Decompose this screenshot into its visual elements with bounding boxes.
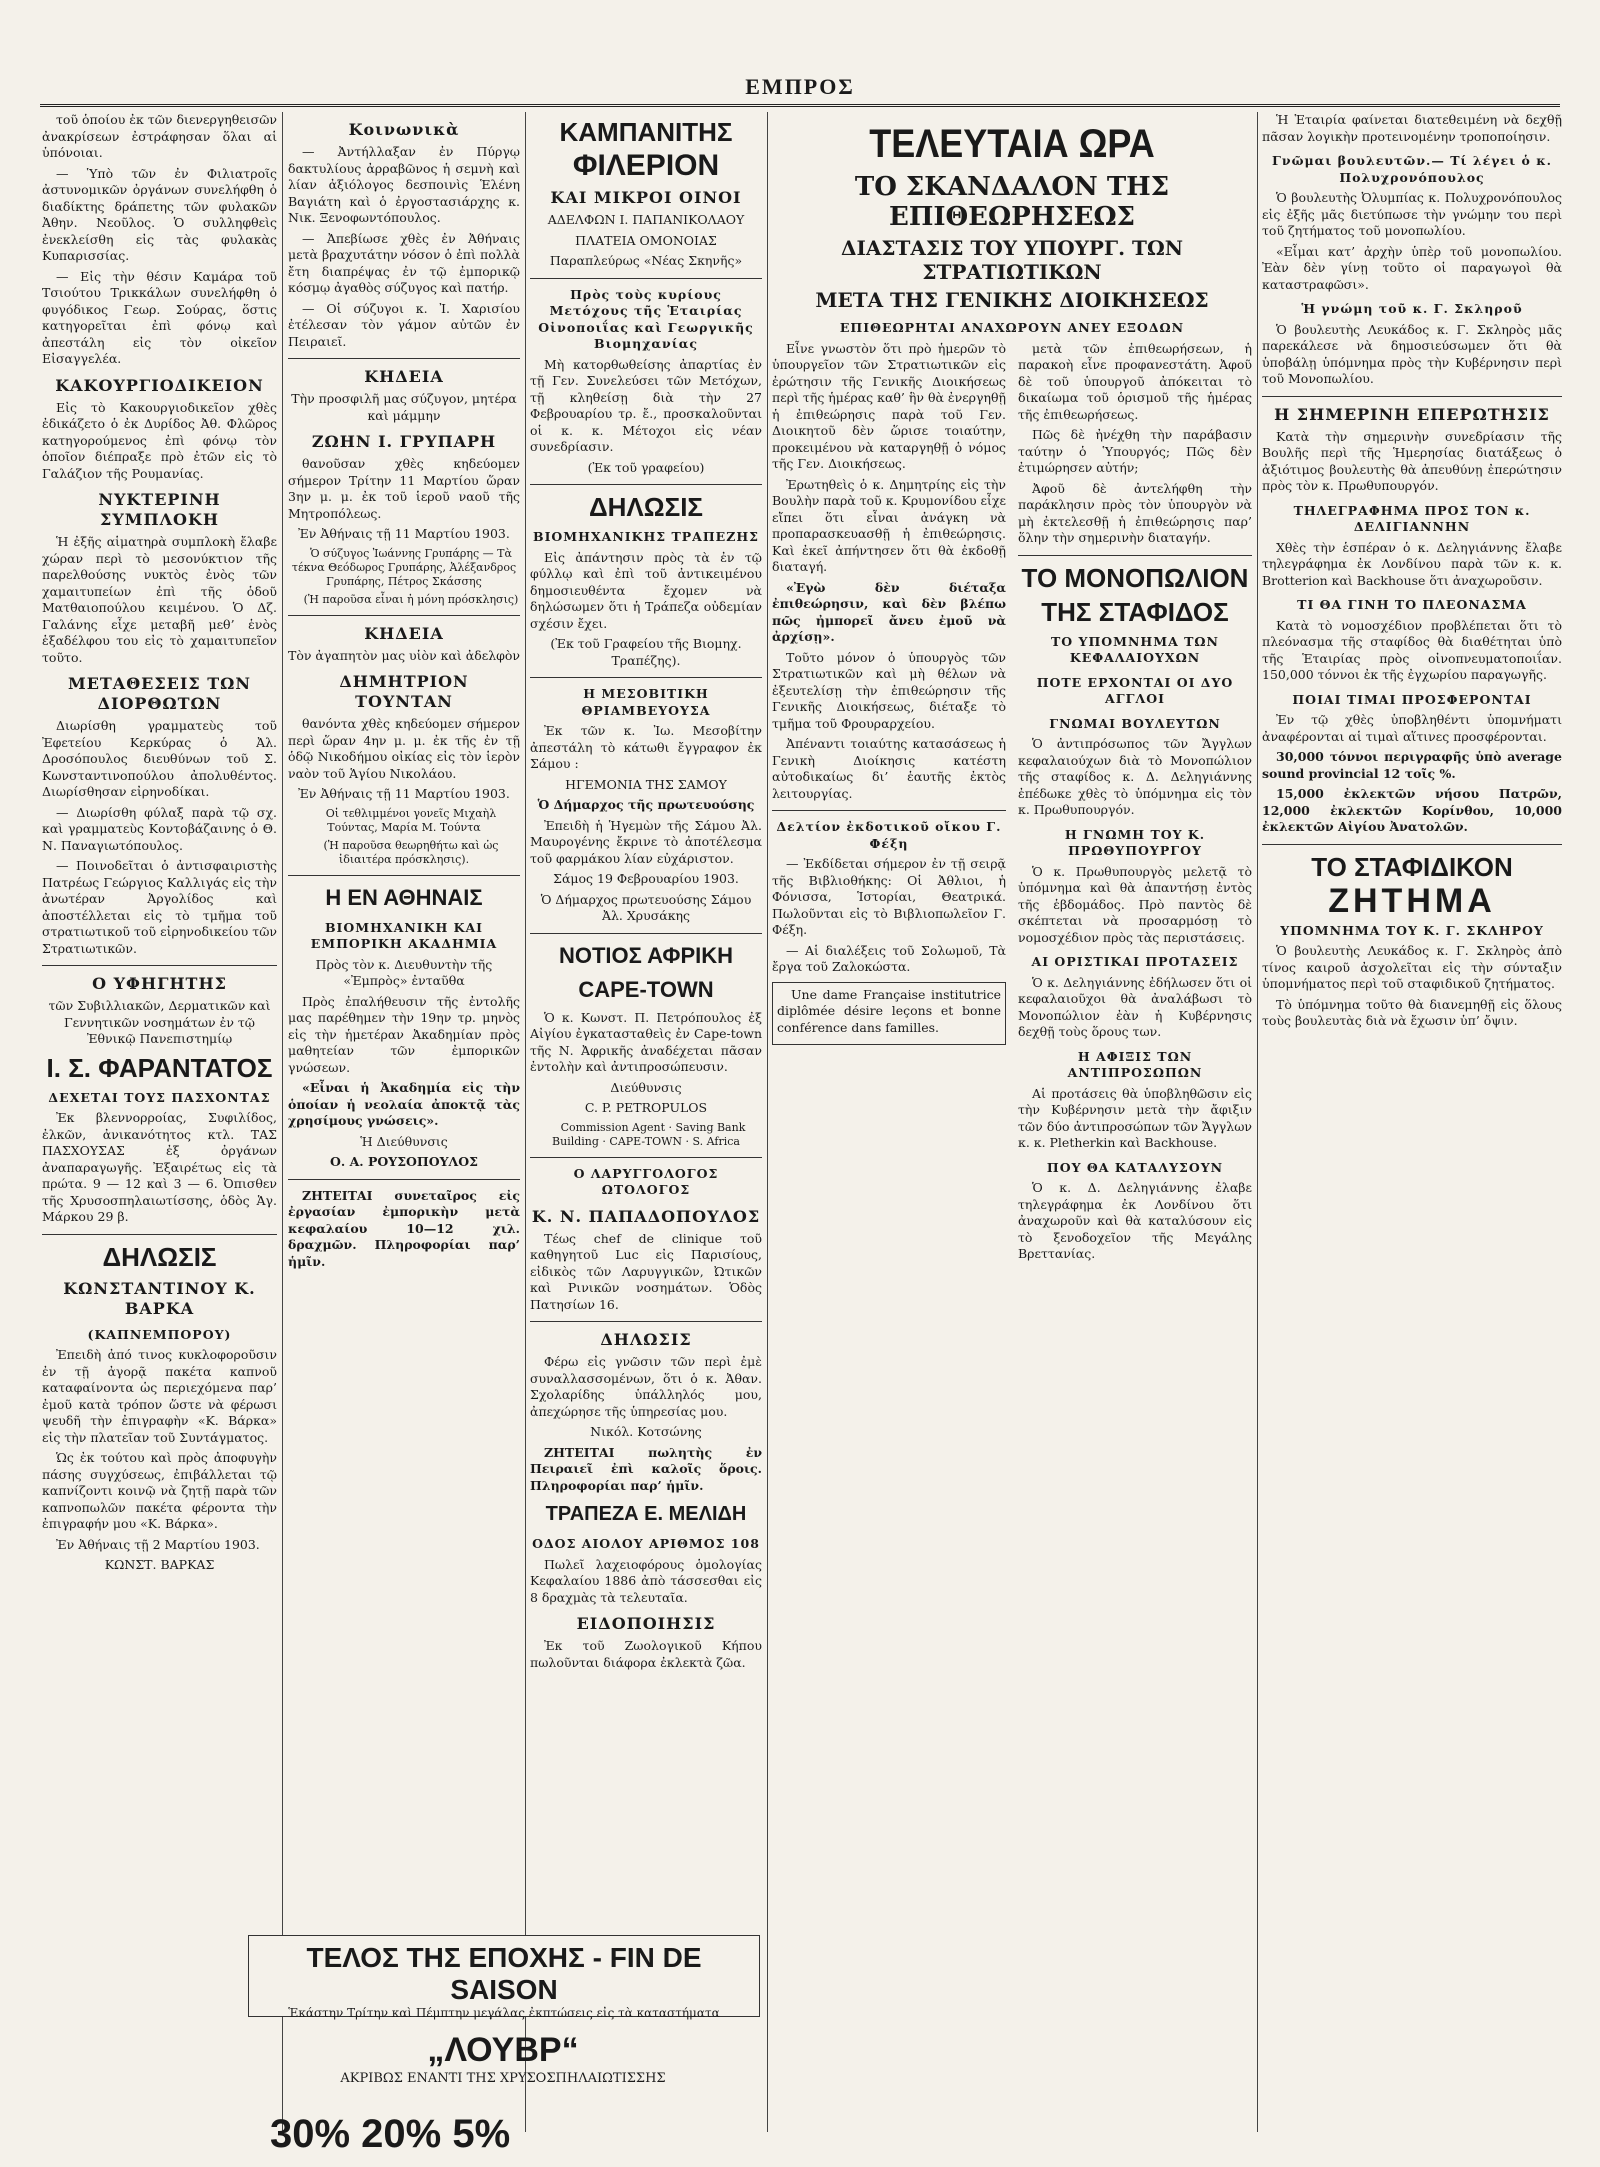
headline-sub: ΕΠΙΘΕΩΡΗΤΑΙ ΑΝΑΧΩΡΟΥΝ ΑΝΕΥ ΕΞΟΔΩΝ [839, 320, 1185, 335]
notice-heading: ΔΗΛΩΣΙΣ [600, 1330, 692, 1349]
article-text: ΗΓΕΜΟΝΙΑ ΤΗΣ ΣΑΜΟΥ [565, 776, 727, 792]
section-subheading: Η ΓΝΩΜΗ ΤΟΥ Κ. ΠΡΩΘΥΠΟΥΡΓΟΥ [1064, 826, 1206, 858]
headline-sub: ΤΟ ΣΚΑΝΔΑΛΟΝ ΤΗΣ ΕΠΙΘΕΩΡΗΣΕΩΣ [854, 172, 1170, 232]
section-heading: ΚΑΚΟΥΡΓΙΟΔΙΚΕΙΟΝ [55, 375, 264, 395]
article-text: Ἐπειδὴ ἡ Ἡγεμὼν τῆς Σάμου Ἀλ. Μαυρογένης ἔκρινε τὸ ἀποτέλεσμα τοῦ φαρμάκου λίαν εὐχάριστον. [530, 817, 762, 866]
funeral-heading: ΚΗΔΕΙΑ [364, 367, 444, 386]
divider [1262, 844, 1562, 845]
ad-text: Τέως chef de clinique τοῦ καθηγητοῦ Luc εἰς Παρισίους, εἰδικὸς τῶν Λαρυγγικῶν, Ὠτικῶν καὶ Ρινικῶν νοσημάτων. Ὁδὸς Πατησίων 16. [530, 1230, 762, 1312]
section-subheading: ΑΙ ΟΡΙΣΤΙΚΑΙ ΠΡΟΤΑΣΕΙΣ [1031, 954, 1239, 969]
divider [42, 1234, 277, 1235]
column-rule [525, 112, 526, 2132]
section-subheading: ΤΟ ΥΠΟΜΝΗΜΑ ΤΩΝ ΚΕΦΑΛΑΙΟΥΧΩΝ [1051, 633, 1219, 665]
divider [288, 1179, 520, 1180]
bank-text: Πωλεῖ λαχειοφόρους ὁμολογίας Κεφαλαίου 1886 ἀπὸ τάσσεσθαι εἰς 8 δραχμὰς τὰ τελευταῖα. [530, 1556, 762, 1605]
article-text: Ὁ κ. Δ. Δεληγιάννης ἐλαβε τηλεγράφημα ἐκ Λονδίνου ὅτι ἀναχωροῦν καὶ θὰ καταλύσουν εἰς τὸ ξενοδοχεῖον τῆς Μεγάλης Βρεττανίας. [1018, 1180, 1252, 1261]
notice-signature: ΚΩΝΣΤ. ΒΑΡΚΑΣ [104, 1557, 215, 1572]
article-text: μετὰ τῶν ἐπιθεωρήσεων, ἡ παρακοὴ εἶνε προφανεστάτη. Ἀφοῦ δὲ τοῦ ὑπουργοῦ ἀπόκειται τὸ δικαίωμα τοῦ ὁρισμοῦ τῆς ἡμέρας τῆς ἐπιθεωρήσεως. [1018, 340, 1252, 422]
notice-text: Ὡς ἐκ τούτου καὶ πρὸς ἀποφυγὴν πάσης συγχύσεως, ἐπιβάλλεται τῷ καπνίζοντι κοινῷ νὰ ζητῇ παρὰ τῶν καπνοπωλῶν πακέτα φέροντα τὴν ἐπιγραφήν μου «Κ. Βάρκα». [42, 1450, 277, 1531]
column-1 [42, 112, 277, 2132]
funeral-text: θανοῦσαν χθὲς κηδεύομεν σήμερον Τρίτην 11 Μαρτίου ὥραν 3ην μ. μ. ἐκ τοῦ ἱεροῦ ναοῦ τῆς Μητροπόλεως. [288, 456, 520, 521]
masthead [40, 74, 1560, 107]
article-text: — Ποινοδεῖται ὁ ἀντισφαιριστὴς Πατρέως Γεώργιος Καλλιγάς εἰς τὴν ἀνωτέραν Ἀργολίδος καὶ ἀποστέλλεται εἰς τὸ τμῆμα τοῦ στρατιωτικοῦ τοῦ εἰρηνοδικείου τῶν Στρατιωτικῶν. [42, 858, 277, 956]
article-text: — Ἀντήλλαξαν ἐν Πύργῳ δακτυλίους ἀρραβῶνος ἡ σεμνὴ καὶ λίαν ἀξιόλογος δεσποινὶς Ἑλένη Βαγιάτη καὶ ὁ ἐργοστασιάρχης κ. Νικ. Ξενοφωντόπουλος. [288, 144, 520, 225]
masthead-title: ΕΜΠΡΟΣ [745, 74, 855, 99]
section-heading: ΤΟ ΜΟΝΟΠΩΛΙΟΝ [1021, 562, 1249, 593]
column-4 [772, 112, 1252, 2132]
notice-signature: (Ἐκ τοῦ Γραφείου τῆς Βιομηχ. Τραπέζης). [550, 636, 742, 668]
section-heading: ΤΗΣ ΣΤΑΦΙΔΟΣ [1041, 596, 1229, 627]
article-text: Ὁ βουλευτὴς Λευκάδος κ. Γ. Σκληρὸς μᾶς παρεκάλεσε νὰ δημοσιεύσωμεν ὅτι θὰ ὑποβάλῃ ὑπόμνημα πρὸς τὴν Κυβέρνησιν περὶ τοῦ Μονοπωλίου. [1262, 321, 1562, 386]
section-heading: Κοινωνικὰ [348, 120, 460, 139]
section-subheading: Ἡ γνώμη τοῦ κ. Γ. Σκληροῦ [1301, 301, 1523, 316]
body-right [1018, 341, 1252, 1267]
article-text: Διωρίσθη γραμματεὺς τοῦ Ἐφετείου Κερκύρας ὁ Ἀλ. Δροσόπουλος διευθύνων τοῦ Σ. Κωνσταντινοπούλου ἀπολυθέντος. Διωρίσθησαν εἰρηνοδίκαι. [42, 718, 277, 799]
bulletin-heading: Δελτίον ἐκδοτικοῦ οἴκου Γ. Φέξη [776, 819, 1002, 851]
divider [42, 965, 277, 966]
notice-heading: ΕΙΔΟΠΟΙΗΣΙΣ [576, 1614, 716, 1633]
louvre-ad-title: ΤΕΛΟΣ ΤΗΣ ΕΠΟΧΗΣ - FIN DE SAISON [306, 1942, 702, 2005]
article-text: — Οἱ σύζυγοι κ. Ἰ. Χαρισίου ἐτέλεσαν τὸν γάμον αὐτῶν ἐν Πειραιεῖ. [288, 300, 520, 349]
louvre-ad-location: ΑΚΡΙΒΩΣ ΕΝΑΝΤΙ ΤΗΣ ΧΡΥΣΟΣΠΗΛΑΙΩΤΙΣΣΗΣ [340, 2071, 666, 2086]
ad-text: C. P. PETROPULOS [584, 1100, 708, 1115]
section-heading: Η ΜΕΣΟΒΙΤΙΚΗ ΘΡΙΑΜΒΕΥΟΥΣΑ [581, 686, 711, 718]
ad-name: Ι. Σ. ΦΑΡΑΝΤΑΤΟΣ [46, 1052, 273, 1083]
column-3 [530, 112, 762, 2132]
louvre-ad-name: „ΛΟΥΒΡ“ [427, 2031, 579, 2069]
notice-heading: ΔΗΛΩΣΙΣ [588, 492, 704, 522]
article-text: Τὸ ὑπόμνημα τοῦτο θὰ διανεμηθῇ εἰς ὅλους τοὺς βουλευτὰς διὰ νὰ ἔχωσιν ὑπ’ ὄψιν. [1262, 996, 1562, 1028]
ad-text: ΠΛΑΤΕΙΑ ΟΜΟΝΟΙΑΣ [575, 232, 717, 248]
ad-subheading: ΔΕΧΕΤΑΙ ΤΟΥΣ ΠΑΣΧΟΝΤΑΣ [48, 1089, 271, 1105]
article-text: — Εἰς τὴν θέσιν Καμάρα τοῦ Τσιούτου Τρικκάλων συνελήφθη ὁ φυγόδικος Γεωρ. Σούρας, ὅστις κατηγορεῖται ἐπὶ φόνῳ καὶ ἀπεστάλη εἰς τὸν οἰκεῖον Εἰσαγγελέα. [42, 268, 277, 366]
funeral-family: Οἱ τεθλιμμένοι γονεῖς Μιχαὴλ Τούντας, Μαρία Μ. Τούντα [325, 806, 497, 834]
funeral-text: θανόντα χθὲς κηδεύομεν σήμερον περὶ ὥραν 4ην μ. μ. ἐκ τῆς ἐν τῇ ὁδῷ Νικοδήμου οἰκίας εἰς τὸν ἱερὸν ναὸν τοῦ Ἁγίου Νικολάου. [288, 716, 520, 781]
section-subheading: ΤΗΛΕΓΡΑΦΗΜΑ ΠΡΟΣ ΤΟΝ κ. ΔΕΛΙΓΙΑΝΝΗΝ [1293, 502, 1531, 534]
article-signature: Ὁ Δήμαρχος πρωτευούσης Σάμου Ἀλ. Χρυσάκης [540, 891, 752, 923]
funeral-date: Ἐν Ἀθήναις τῇ 11 Μαρτίου 1903. [298, 786, 510, 801]
funeral-text: Τὴν προσφιλῆ μας σύζυγον, μητέρα καὶ μάμμην [291, 391, 517, 423]
article-text: — Διωρίσθη φύλαξ παρὰ τῷ σχ. καὶ γραμματεὺς Κοντοβάζαινης ὁ Θ. Ν. Παναγιωτόπουλος. [42, 804, 277, 853]
article-text: Ὁ βουλευτὴς Ὀλυμπίας κ. Πολυχρονόπουλος εἰς ἐξῆς μᾶς διετύπωσε τὴν γνώμην του περὶ τοῦ ζητήματος τοῦ μονοπωλίου. [1262, 190, 1562, 238]
headline: ΤΕΛΕΥΤΑΙΑ ΩΡΑ [869, 122, 1155, 166]
louvre-ad-body [248, 2030, 758, 2087]
french-ad [772, 982, 1006, 1046]
section-subheading: Γνῶμαι βουλευτῶν.— Τί λέγει ὁ κ. Πολυχρονόπουλος [1272, 153, 1552, 185]
french-ad-text: Une dame Française institutrice diplômée désire leçons et bonne conférence dans familles. [777, 986, 1001, 1035]
section-subheading: ΓΝΩΜΑΙ ΒΟΥΛΕΥΤΩΝ [1049, 715, 1221, 731]
academy-quote: «Εἶναι ἡ Ἀκαδημία εἰς τὴν ὁποίαν ἡ νεολαία ἀποκτᾷ τὰς χρησίμους γνώσεις». [288, 1080, 520, 1128]
article-text: Τοῦτο μόνον ὁ ὑπουργὸς τῶν Στρατιωτικῶν καὶ μὴ θέλων νὰ ἐξευτελίσῃ τὴν ἐπιθεώρησιν τῆς Γενικῆς Διοικήσεως, διέταξε τὸ τμῆμα τοῦ Φρουραρχείου. [772, 649, 1006, 731]
bulletin-text: — Ἐκδίδεται σήμερον ἐν τῇ σειρᾷ τῆς Βιβλιοθήκης: Οἱ Ἀθλιοι, ἡ Φόνισσα, Ἱστορίαι, Θεατρικά. Πωλοῦνται εἰς τὸ Βιβλιοπωλεῖον Γ. Φέξη. [772, 856, 1006, 937]
two-column-body [772, 341, 1252, 1267]
funeral-heading: ΚΗΔΕΙΑ [364, 623, 444, 643]
notice-signature: Νικόλ. Κοτσώνης [590, 1424, 702, 1439]
academy-signature: Ο. Α. ΡΟΥΣΟΠΟΥΛΟΣ [330, 1154, 478, 1169]
section-subheading: ΠΟΥ ΘΑ ΚΑΤΑΛΥΣΟΥΝ [1046, 1159, 1224, 1175]
ad-text: Παραπλεύρως «Νέας Σκηνῆς» [549, 253, 743, 268]
ad-heading: ΦΙΛΕΡΙΟΝ [572, 149, 720, 182]
bank-heading: ΤΡΑΠΕΖΑ Ε. ΜΕΛΙΔΗ [545, 1503, 747, 1525]
divider [530, 1321, 762, 1322]
divider [530, 1157, 762, 1158]
divider [1018, 555, 1252, 556]
column-rule [1257, 112, 1258, 2132]
article-text: Κατὰ τὴν σημερινὴν συνεδρίασιν τῆς Βουλῆς περὶ τῆς Ἡμερησίας διατάξεως ὁ ἀξιότιμος βουλευτὴς θὰ ἀπευθύνῃ ἐπερώτησιν πρὸς τὸν κ. Πρωθυπουργόν. [1262, 428, 1562, 493]
funeral-name: ΔΗΜΗΤΡΙΟΝ ΤΟΥΝΤΑΝ [339, 672, 469, 711]
column-5 [1262, 112, 1562, 2132]
article-text: Ἡ Ἑταιρία φαίνεται διατεθειμένη νὰ δεχθῇ πᾶσαν λογικὴν προτεινομένην τροποποίησιν. [1262, 112, 1562, 144]
bulletin-text: — Αἱ διαλέξεις τοῦ Σολωμοῦ, Τὰ ἔργα τοῦ Ζαλοκώστα. [772, 942, 1006, 974]
article-text: Πῶς δὲ ἠνέχθη τὴν παράβασιν ταύτην ὁ Ὑπουργός; Πῶς δὲν ἐτιμώρησεν αὐτήν; [1018, 427, 1252, 475]
section-heading: ΤΟ ΣΤΑΦΙΔΙΚΟΝ [1311, 851, 1513, 882]
academy-signature-label: Ἡ Διεύθυνσις [360, 1133, 448, 1149]
louvre-ad [248, 1935, 760, 2020]
funeral-family: Ὁ σύζυγος Ἰωάννης Γρυπάρης — Τὰ τέκνα Θεόδωρος Γρυπάρης, Ἀλέξανδρος Γρυπάρης, Πέτρος Σκάσσης [291, 546, 517, 588]
ad-heading: Ο ΛΑΡΥΓΓΟΛΟΓΟΣ ΩΤΟΛΟΓΟΣ [573, 1165, 719, 1197]
notice-signature: (Ἐκ τοῦ γραφείου) [587, 459, 705, 475]
funeral-date: Ἐν Ἀθήναις τῇ 11 Μαρτίου 1903. [298, 526, 510, 541]
ad-heading: ΝΟΤΙΟΣ ΑΦΡΙΚΗ [558, 942, 734, 968]
louvre-ad-subtitle: Ἑκάστην Τρίτην καὶ Πέμπτην μεγάλας ἐκπτώσεις εἰς τὰ καταστήματα [288, 2006, 720, 2020]
notice-subheading: ΚΩΝΣΤΑΝΤΙΝΟΥ Κ. ΒΑΡΚΑ [63, 1278, 256, 1318]
classified-ad: ΖΗΤΕΙΤΑΙ πωλητὴς ἐν Πειραιεῖ ἐπὶ καλοῖς ὅροις. Πληροφορίαι παρ’ ἡμῖν. [530, 1444, 762, 1493]
article-text: Χθὲς τὴν ἑσπέραν ὁ κ. Δεληγιάννης ἔλαβε τηλεγράφημα ἐκ Λονδίνου παρὰ τῶν κ. κ. Brotterion καὶ Backhouse ὅτι ἀναχωροῦσιν. [1262, 539, 1562, 588]
section-subheading: ΥΠΟΜΝΗΜΑ ΤΟΥ Κ. Γ. ΣΚΛΗΡΟΥ [1280, 922, 1544, 938]
classified-ad: ΖΗΤΕΙΤΑΙ συνεταῖρος εἰς ἐργασίαν ἐμπορικὴν μετὰ κεφαλαίου 10—12 χιλ. δραχμῶν. Πληροφορίαι παρ’ ἡμῖν. [288, 1187, 520, 1269]
section-heading: ΝΥΚΤΕΡΙΝΗ ΣΥΜΠΛΟΚΗ [98, 490, 221, 529]
article-text: Ἐκ τῶν κ. Ἰω. Μεσοβίτην ἀπεστάλη τὸ κάτωθι ἔγγραφον ἐκ Σάμου : [530, 723, 762, 771]
article-text: Ὁ κ. Δεληγιάννης ἐδήλωσεν ὅτι οἱ κεφαλαιοῦχοι θὰ ἀναλάβωσι τὸ Μονοπώλιον ἐὰν ἡ Κυβέρνησις δεχθῇ τοὺς ὅρους των. [1018, 974, 1252, 1039]
divider [772, 810, 1006, 811]
article-text: — Ὑπὸ τῶν ἐν Φιλιατροῖς ἀστυνομικῶν ὀργάνων συνελήφθη ὁ διαδίκτης δράπετης τῶν φυλακῶν Ἀθην. Νεοῦλος. Ὁ συλληφθεὶς ἐνεκλείσθη εἰς τὰς φυλακὰς Κυπαρισσίας. [42, 165, 277, 263]
section-subheading: ΠΟΤΕ ΕΡΧΟΝΤΑΙ ΟΙ ΔΥΟ ΑΓΓΛΟΙ [1036, 674, 1234, 706]
divider [530, 933, 762, 934]
section-heading: Η ΣΗΜΕΡΙΝΗ ΕΠΕΡΩΤΗΣΙΣ [1274, 404, 1550, 424]
funeral-name: ΖΩΗΝ Ι. ΓΡΥΠΑΡΗ [311, 432, 497, 451]
ad-text: Ἐκ βλεννορροίας, Συφιλίδος, ἐλκῶν, ἀνικανότητος κτλ. ΤΑΣ ΠΑΣΧΟΥΣΑΣ ἐξ ὀργάνων ἀναπαραγωγῆς. Ἐξαιρέτως εἰς τὰ πρώτα. 9 — 12 καὶ 3 — 6. Ὀπισθεν τῆς Χρυσοσπηλαιωτίσσης, ὁδὸς Ἁγ. Μάρκου 29 β. [42, 1110, 277, 1224]
louvre-ad-discounts: 30% 20% 5% [270, 2112, 511, 2156]
body-left [772, 341, 1006, 1267]
ad-text: Διεύθυνσις [610, 1079, 682, 1095]
funeral-note: (Ἡ παροῦσα θεωρηθήτω καὶ ὡς ἰδιαιτέρα πρόσκλησις). [323, 838, 499, 866]
divider [288, 615, 520, 616]
ad-text: Commission Agent · Saving Bank Building · CAPE-TOWN · S. Africa [552, 1120, 746, 1148]
notice-subheading: (ΚΑΠΝΕΜΠΟΡΟΥ) [87, 1326, 232, 1342]
divider [288, 358, 520, 359]
headline-sub: ΔΙΑΣΤΑΣΙΣ ΤΟΥ ΥΠΟΥΡΓ. ΤΩΝ ΣΤΡΑΤΙΩΤΙΚΩΝ [840, 236, 1184, 284]
notice-date: Ἐν Ἀθήναις τῇ 2 Μαρτίου 1903. [56, 1536, 260, 1552]
notice-text: Εἰς ἀπάντησιν πρὸς τὰ ἐν τῷ φύλλῳ καὶ ἐπὶ τοῦ ἀντικειμένου δημοσιευθέντα ἔχομεν νὰ δηλώσωμεν ὅτι ἡ Τράπεζα οὐδεμίαν σχέσιν ἔχει. [530, 549, 762, 631]
notice-subheading: ΒΙΟΜΗΧΑΝΙΚΗΣ ΤΡΑΠΕΖΗΣ [533, 529, 759, 544]
academy-subheading: ΒΙΟΜΗΧΑΝΙΚΗ ΚΑΙ ΕΜΠΟΡΙΚΗ ΑΚΑΔΗΜΙΑ [310, 919, 498, 951]
academy-text: Πρὸς ἐπαλήθευσιν τῆς ἐντολῆς μας παρέθημεν τὴν 19ην τρ. μηνὸς εἰς τὴν ἡμετέραν Ἀκαδημίαν πρὸς μαθητείαν τῶν ἐμπορικῶν γνώσεων. [288, 993, 520, 1075]
ad-heading: CAPE-TOWN [578, 976, 714, 1002]
ad-text: τῶν Συβιλλιακῶν, Δερματικῶν καὶ Γεννητικῶν νοσημάτων ἐν τῷ Ἐθνικῷ Πανεπιστημίῳ [48, 998, 271, 1046]
article-date: Σάμος 19 Φεβρουαρίου 1903. [553, 871, 739, 886]
headline-sub: ΜΕΤΑ ΤΗΣ ΓΕΝΙΚΗΣ ΔΙΟΙΚΗΣΕΩΣ [815, 288, 1209, 312]
article-text: Εἰς τὸ Κακουργιοδικεῖον χθὲς ἐδικάζετο ὁ ἐκ Δυρίδος Ἀθ. Φλῶρος κατηγορούμενος ἐπὶ φόνῳ τὸν ὁποῖον διέπραξε πρὸ ἐτῶν εἰς τὸ Γαλάζιον τῆς Ρουμανίας. [42, 399, 277, 481]
article-text: Εἶνε γνωστὸν ὅτι πρὸ ἡμερῶν τὸ ὑπουργεῖον τῶν Στρατιωτικῶν εἰς ἐρώτησιν τῆς Γενικῆς Διοικήσεως περὶ τῆς ἡμέρας καθ’ ἣν θὰ ἐνεργηθῇ ἡ ἐπιθεώρησις παρὰ τοῦ Γεν. Διοικητοῦ δὲν ὥρισε τοιαύτην, προκειμένου νὰ καταργηθῇ ὁ νόμος τῆς Γεν. Διοικήσεως. [772, 340, 1006, 471]
divider [1262, 396, 1562, 397]
ad-subheading: ΚΑΙ ΜΙΚΡΟΙ ΟΙΝΟΙ [550, 188, 742, 207]
article-text: Ὁ ἀντιπρόσωπος τῶν Ἄγγλων κεφαλαιούχων διὰ τὸ Μονοπώλιον τῆς σταφίδος κ. Δ. Δεληγιάννης ἐπέδωκε χθὲς τὸ ὑπόμνημα εἰς τὸν κ. Πρωθυπουργόν. [1018, 736, 1252, 817]
divider [288, 875, 520, 876]
price-line: 15,000 ἐκλεκτῶν νήσου Πατρῶν, 12,000 ἐκλεκτῶν Κορίνθου, 10,000 ἐκλεκτῶν Αἰγίου Ἀνατολῶν. [1262, 786, 1562, 834]
ad-heading: ΚΑΜΠΑΝΙΤΗΣ [559, 117, 733, 147]
divider [530, 677, 762, 678]
article-quote: «Εἶμαι κατ’ ἀρχὴν ὑπὲρ τοῦ μονοπωλίου. Ἐὰν δὲν γίνῃ τοῦτο οἱ παραγωγοὶ θὰ καταστραφῶσι». [1262, 243, 1562, 292]
article-text: Ὁ Δήμαρχος τῆς πρωτευούσης [537, 797, 755, 812]
article-text: τοῦ ὁποίου ἐκ τῶν διενεργηθεισῶν ἀνακρίσεων ἐστράφησαν ὅλαι αἱ ὑπόνοιαι. [42, 112, 277, 160]
notice-text: Ἐπειδὴ ἀπό τινος κυκλοφοροῦσιν ἐν τῇ ἀγορᾷ πακέτα καπνοῦ καταφαίνοντα ὡς περιεχόμενα παρ’ ἐμοῦ κατὰ τρόπον ὥστε νὰ φέρωσι ψευδῆ τὴν ἐπιγραφὴν «Κ. Βάρκα» εἰς τὴν πλατεῖαν τοῦ Συντάγματος. [42, 1347, 277, 1445]
section-subheading: ΠΟΙΑΙ ΤΙΜΑΙ ΠΡΟΣΦΕΡΟΝΤΑΙ [1292, 691, 1532, 707]
price-line: 30,000 τόννοι περιγραφῆς ὑπὸ average sound provincial 12 τοῖς %. [1262, 749, 1562, 781]
article-text: Αἱ προτάσεις θὰ ὑποβληθῶσιν εἰς τὴν Κυβέρνησιν μετὰ τὴν ἄφιξιν τῶν δύο ἀντιπροσώπων τῶν Ἄγγλων κ. κ. Pletherkin καὶ Backhouse. [1018, 1085, 1252, 1150]
column-rule [767, 112, 768, 2132]
column-2 [288, 112, 520, 2132]
ad-text: Ὁ κ. Κωνστ. Π. Πετρόπουλος ἐξ Αἰγίου ἐγκατασταθεὶς ἐν Cape-town τῆς Ν. Ἀφρικῆς ἀναδέχεται πᾶσαν ἐντολὴν καὶ ἀντιπροσώπευσιν. [530, 1009, 762, 1074]
ad-text: ΑΔΕΛΦΩΝ Ι. ΠΑΠΑΝΙΚΟΛΑΟΥ [547, 212, 745, 227]
article-text: Ἐρωτηθεὶς ὁ κ. Δημητρίης εἰς τὴν Βουλὴν παρὰ τοῦ κ. Κρυμονίδου εἶχε εἴπει ὅτι εἶναι ἀνάγκη νὰ προπαρασκευασθῇ ἡ ἐπιθεώρησις. Καὶ ἐκεῖ ἀπήντησεν ὅτι θὰ ἐκδοθῇ διαταγή. [772, 476, 1006, 574]
ad-heading: Ο ΥΦΗΓΗΤΗΣ [92, 974, 227, 993]
article-text: Ἡ ἐξῆς αἱματηρὰ συμπλοκὴ ἔλαβε χώραν περὶ τὸ μεσονύκτιον τῆς παρελθούσης νυκτὸς ἐνὸς τῶν χαμαιτυπείων ἐπὶ τῆς ὁδοῦ Ματθαιοπούλου κειμένου. Ὁ Δζ. Γαλάνης εἶχε μεταβῆ μεθ’ ἑνὸς ἑξαδέλφου του εἰς τὸ χαμαιτυπεῖον τοῦτο. [42, 534, 277, 665]
divider [530, 484, 762, 485]
article-text: Κατὰ τὸ νομοσχέδιον προβλέπεται ὅτι τὸ πλεόνασμα τῆς σταφίδος θὰ διαθέτηται ὑπὸ τῆς Ἑταιρίας πρὸς οἰνοπνευματοποιΐαν. 150,000 τόννοι ἐκ τῆς ἐγχωρίου παραγωγῆς. [1262, 617, 1562, 682]
bank-address: ΟΔΟΣ ΑΙΟΛΟΥ ΑΡΙΘΜΟΣ 108 [532, 1536, 760, 1551]
notice-text: Μὴ κατορθωθείσης ἀπαρτίας ἐν τῇ Γεν. Συνελεύσει τῶν Μετόχων, τῇ κληθείσῃ διὰ τὴν 27 Φεβρουαρίου τρ. ἔ., προσκαλοῦνται οἱ κ. κ. Μέτοχοι εἰς νέαν συνεδρίασιν. [530, 356, 762, 454]
article-quote: «Ἐγὼ δὲν διέταξα ἐπιθεώρησιν, καὶ δὲν βλέπω πῶς ἠμπορεῖ ἄνευ ἐμοῦ νὰ ἀρχίσῃ». [772, 579, 1006, 644]
section-subheading: ΤΙ ΘΑ ΓΙΝΗ ΤΟ ΠΛΕΟΝΑΣΜΑ [1297, 597, 1527, 612]
section-heading: ΖΗΤΗΜΑ [1328, 881, 1496, 920]
academy-heading: Η ΕΝ ΑΘΗΝΑΙΣ [325, 884, 483, 910]
funeral-text: Τὸν ἀγαπητὸν μας υἱὸν καὶ ἀδελφὸν [288, 647, 520, 663]
article-text: Ἀπέναντι τοιαύτης κατασάσεως ἡ Γενικὴ Διοίκησις κατέστη αὐτοδικαίως δι’ ἑαυτῆς ἐκτὸς λειτουργίας. [772, 736, 1006, 801]
notice-heading: Πρὸς τοὺς κυρίους Μετόχους τῆς Ἑταιρίας Οἰνοποιΐας καὶ Γεωργικῆς Βιομηχανίας [538, 286, 754, 351]
notice-text: Ἐκ τοῦ Ζωολογικοῦ Κήπου πωλοῦνται διάφορα ἐκλεκτὰ ζῶα. [530, 1638, 762, 1670]
article-text: Ὁ κ. Πρωθυπουργὸς μελετᾷ τὸ ὑπόμνημα καὶ θὰ ἀπαντήσῃ ἐντὸς τῆς ἑβδομάδος. Πρὸ παντὸς δὲ σκέπτεται νὰ προσαρμόσῃ τὸ νομοσχέδιον πρὸς τὰς περιστάσεις. [1018, 863, 1252, 945]
academy-text: Πρὸς τὸν κ. Διευθυντὴν τῆς «Ἐμπρὸς» ἐνταῦθα [315, 956, 493, 988]
divider [530, 278, 762, 279]
section-subheading: Η ΑΦΙΞΙΣ ΤΩΝ ΑΝΤΙΠΡΟΣΩΠΩΝ [1067, 1048, 1203, 1080]
notice-heading: ΔΗΛΩΣΙΣ [102, 1241, 217, 1272]
ad-heading: Κ. Ν. ΠΑΠΑΔΟΠΟΥΛΟΣ [531, 1206, 761, 1226]
article-text: Ἐν τῷ χθὲς ὑποβληθέντι ὑπομνήματι ἀναφέρονται αἱ τιμαὶ αἵτινες προσφέρονται. [1262, 712, 1562, 744]
section-heading: ΜΕΤΑΘΕΣΕΙΣ ΤΩΝ ΔΙΟΡΘΩΤΩΝ [67, 674, 251, 713]
article-text: — Ἀπεβίωσε χθὲς ἐν Ἀθήναις μετὰ βραχυτάτην νόσον ὁ ἐπὶ πολλὰ ἔτη διαπρέψας ἐν τῷ ἐμπορικῷ κόσμῳ ἀγαθὸς σύζυγος καὶ πατήρ. [288, 230, 520, 295]
article-text: Ἀφοῦ δὲ ἀντελήφθη τὴν παράκλησιν πρὸς τὸν ὑπουργὸν νὰ μὴ ἐκτελεσθῇ ἡ ἐπιθεώρησις παρ’ ὅλην τὴν σημερινὴν διαταγήν. [1018, 480, 1252, 545]
notice-text: Φέρω εἰς γνῶσιν τῶν περὶ ἐμὲ συναλλασσομένων, ὅτι ὁ κ. Ἀθαν. Σχολαρίδης ὑπάλληλός μου, ἀπεχώρησε τῆς ὑπηρεσίας μου. [530, 1354, 762, 1419]
column-rule [282, 112, 283, 2132]
funeral-note: (Ἡ παροῦσα εἶναι ἡ μόνη πρόσκλησις) [303, 592, 519, 606]
article-text: Ὁ βουλευτὴς Λευκάδος κ. Γ. Σκληρὸς ἀπὸ τίνος καιροῦ ἀσχολεῖται εἰς τὴν σύνταξιν ὑπομνήματος περὶ τοῦ σταφιδικοῦ ζητήματος. [1262, 943, 1562, 991]
